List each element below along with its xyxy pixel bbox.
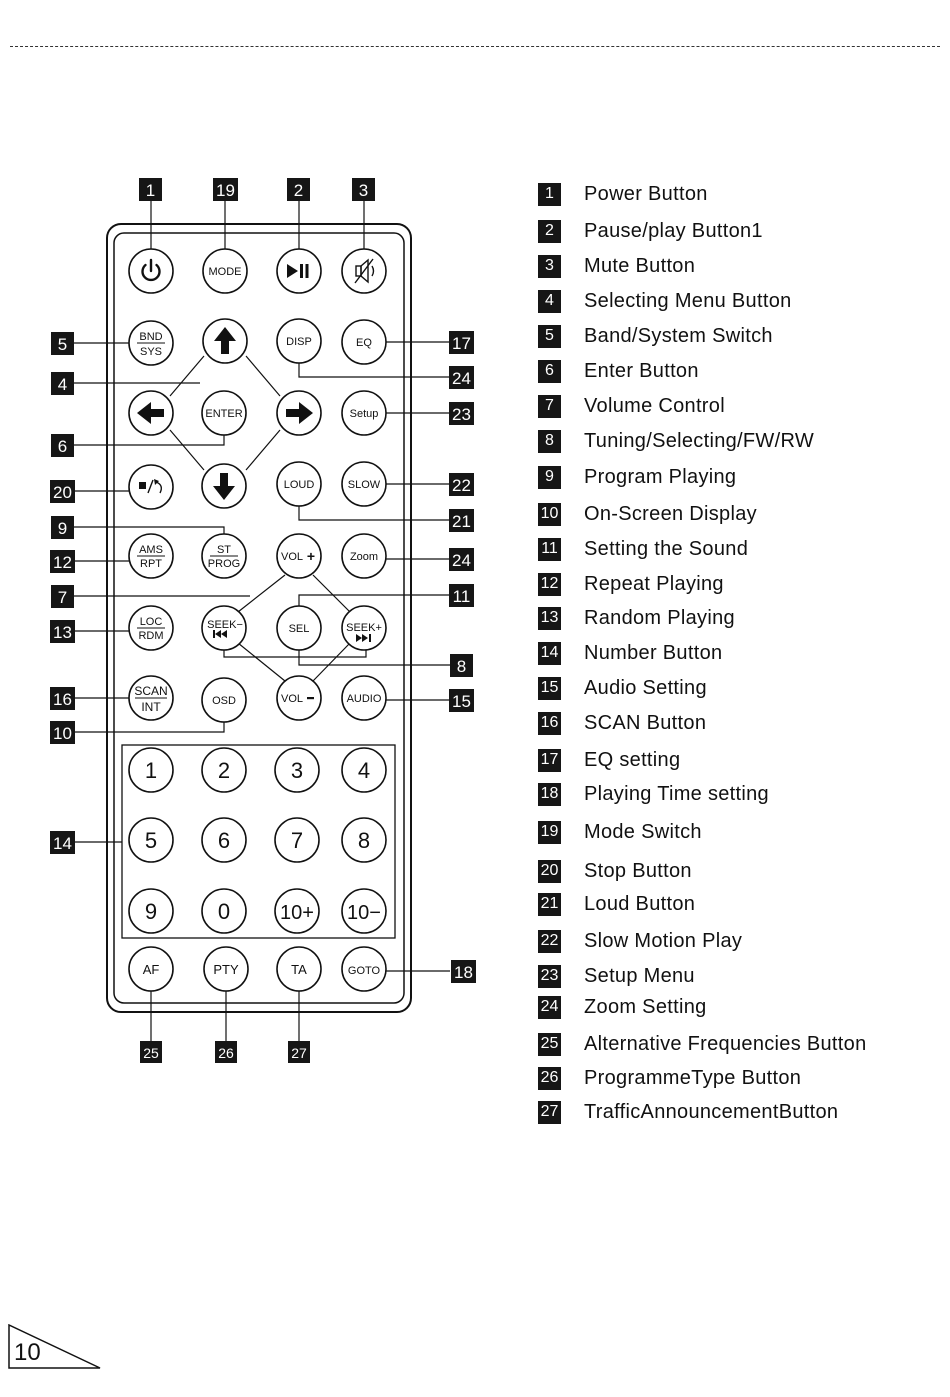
legend-number: 8 [538,430,561,453]
legend-item [538,219,763,243]
callout-left-16 [50,687,75,710]
goto-label: GOTO [347,965,381,977]
key-5-label: 5 [144,828,158,853]
callout-top-1 [139,178,162,201]
legend-label: Audio Setting [584,676,707,699]
legend-number: 12 [538,573,561,596]
svg-text:17: 17 [452,334,471,353]
svg-text:23: 23 [452,405,471,424]
mode-label: MODE [208,266,242,278]
legend-number: 16 [538,712,561,735]
legend-number: 2 [538,220,561,243]
legend-number: 5 [538,325,561,348]
legend-number: 13 [538,607,561,630]
legend-item [538,676,707,700]
legend-label: Loud Button [584,892,696,915]
legend-item [538,182,708,206]
legend-number: 22 [538,930,561,953]
legend-number: 27 [538,1101,561,1124]
callout-bottom-27 [288,1041,310,1063]
callout-left-20 [50,480,75,503]
svg-text:10: 10 [53,724,72,743]
legend-number: 20 [538,860,561,883]
callout-top-19 [213,178,238,201]
callout-left-4 [51,372,74,395]
legend-label: TrafficAnnouncementButton [584,1100,839,1123]
prog-label: PROG [207,558,241,570]
setup-label: Setup [349,408,379,420]
svg-text:24: 24 [452,369,471,388]
page-number: 10 [14,1339,41,1366]
svg-text:24: 24 [452,551,471,570]
legend-number: 4 [538,290,561,313]
svg-text:13: 13 [53,623,72,642]
eq-label: EQ [356,337,372,349]
st-label: ST [216,544,232,556]
legend-item [538,289,792,313]
slow-label: SLOW [347,479,381,491]
legend-item [538,359,699,383]
legend-label: SCAN Button [584,711,707,734]
callout-left-9 [51,516,74,539]
legend-number: 24 [538,996,561,1019]
legend-label: ProgrammeType Button [584,1066,802,1089]
legend-label: Mute Button [584,254,696,277]
vol-plus-label: VOL [280,551,304,563]
svg-text:22: 22 [452,476,471,495]
legend-item [538,606,735,630]
seek-plus-label: SEEK+ [346,622,382,634]
svg-text:16: 16 [53,690,72,709]
legend-item [538,820,702,844]
disp-label: DISP [286,336,312,348]
callout-left-14 [50,831,75,854]
callout-left-7 [51,585,74,608]
scan-label: SCAN [134,684,168,698]
svg-text:9: 9 [57,519,68,538]
legend-number: 3 [538,255,561,278]
legend-label: Repeat Playing [584,572,724,595]
callout-left-6 [51,434,74,457]
key-4-label: 4 [357,758,371,783]
legend-label: Pause/play Button1 [584,219,763,242]
svg-text:27: 27 [291,1045,307,1061]
legend-item [538,254,695,278]
svg-text:25: 25 [143,1045,159,1061]
legend-label: Random Playing [584,606,735,629]
callout-right-22 [449,473,474,496]
legend-number: 21 [538,893,561,916]
legend-item [538,465,736,489]
svg-text:3: 3 [358,181,369,200]
legend-item [538,429,814,453]
legend-item [538,892,695,916]
legend-item [538,964,695,988]
callout-left-13 [50,620,75,643]
key-2-label: 2 [217,758,231,783]
af-label: AF [142,962,160,977]
legend-item [538,324,773,348]
svg-text:4: 4 [57,375,68,394]
svg-text:8: 8 [456,657,467,676]
zoom-label: Zoom [349,551,379,563]
legend-label: Slow Motion Play [584,929,743,952]
legend-item [538,711,706,735]
legend-label: Number Button [584,641,723,664]
key-6-label: 6 [217,828,231,853]
legend-label: Selecting Menu Button [584,289,792,312]
callout-right-11 [449,584,474,607]
callout-bottom-25 [140,1041,162,1063]
legend-label: Stop Button [584,859,692,882]
svg-text:12: 12 [53,553,72,572]
legend-label: Band/System Switch [584,324,773,347]
key-1-label: 1 [144,758,158,783]
legend-label: Mode Switch [584,820,702,843]
legend-item [538,1100,838,1124]
legend-number: 6 [538,360,561,383]
legend-label: Volume Control [584,394,725,417]
callout-top-3 [352,178,375,201]
callout-right-17 [449,331,474,354]
svg-text:14: 14 [53,834,72,853]
callout-top-2 [287,178,310,201]
legend-label: Playing Time setting [584,782,769,805]
legend-item [538,537,748,561]
vol-plus-sign: + [306,548,316,564]
svg-text:20: 20 [53,483,72,502]
legend-item [538,1032,867,1056]
legend-item [538,572,724,596]
legend-item [538,748,680,772]
callout-right-18 [451,960,476,983]
legend-item [538,782,769,806]
int-label: INT [141,700,161,714]
legend-label: On-Screen Display [584,502,757,525]
key-0-label: 0 [217,899,231,924]
callout-right-21 [449,509,474,532]
svg-text:18: 18 [454,963,473,982]
vol-minus-label: VOL [280,693,304,705]
svg-text:6: 6 [57,437,68,456]
callout-right-15 [449,689,474,712]
legend-label: Enter Button [584,359,699,382]
enter-label: ENTER [205,408,243,420]
vol-minus-sign [307,697,314,699]
callout-right-23 [449,402,474,425]
callout-right-24a [449,366,474,389]
legend-item [538,641,722,665]
key-9-label: 9 [144,899,158,924]
svg-text:1: 1 [145,181,156,200]
svg-text:11: 11 [452,587,471,606]
legend-item [538,502,757,526]
legend-label: Setting the Sound [584,537,749,560]
legend-number: 10 [538,503,561,526]
svg-text:26: 26 [218,1045,234,1061]
legend-item [538,1066,801,1090]
legend-number: 1 [538,183,561,206]
key-10-minus-label: 10− [347,902,381,924]
key-8-label: 8 [357,828,371,853]
legend-number: 25 [538,1033,561,1056]
legend-item [538,929,742,953]
rpt-label: RPT [140,558,162,570]
svg-text:5: 5 [57,335,68,354]
legend-number: 7 [538,395,561,418]
legend-number: 9 [538,466,561,489]
legend-number: 19 [538,821,561,844]
loc-label: LOC [139,616,163,628]
legend-label: Tuning/Selecting/FW/RW [584,429,815,452]
callout-right-8 [450,654,473,677]
pause-play-button[interactable] [277,249,321,293]
osd-label: OSD [212,695,236,707]
legend-number: 17 [538,749,561,772]
legend-number: 23 [538,965,561,988]
legend-item [538,394,725,418]
bnd-label: BND [139,331,163,343]
key-10-plus-label: 10+ [280,902,314,924]
pty-label: PTY [213,962,239,977]
key-3-label: 3 [290,758,304,783]
legend-label: Power Button [584,182,708,205]
legend-item [538,859,692,883]
svg-text:7: 7 [57,588,68,607]
callout-left-5 [51,332,74,355]
seek-minus-label: SEEK− [207,619,243,631]
legend-item [538,995,707,1019]
sel-label: SEL [288,623,310,635]
callout-left-10 [50,721,75,744]
callout-right-24b [449,548,474,571]
legend-label: Zoom Setting [584,995,707,1018]
svg-text:19: 19 [216,181,235,200]
key-7-label: 7 [290,828,304,853]
legend-number: 15 [538,677,561,700]
svg-text:21: 21 [452,512,471,531]
legend-label: Program Playing [584,465,737,488]
svg-text:2: 2 [293,181,304,200]
legend-number: 18 [538,783,561,806]
audio-label: AUDIO [346,693,382,705]
callout-bottom-26 [215,1041,237,1063]
ta-label: TA [291,962,307,977]
rdm-label: RDM [138,630,164,642]
legend-label: EQ setting [584,748,681,771]
callout-left-12 [50,550,75,573]
sys-label: SYS [139,346,163,358]
legend-label: Alternative Frequencies Button [584,1032,867,1055]
ams-label: AMS [139,544,163,556]
svg-text:15: 15 [452,692,471,711]
loud-label: LOUD [283,479,315,491]
legend-label: Setup Menu [584,964,695,987]
legend-number: 26 [538,1067,561,1090]
legend-number: 14 [538,642,561,665]
legend-number: 11 [538,538,561,561]
